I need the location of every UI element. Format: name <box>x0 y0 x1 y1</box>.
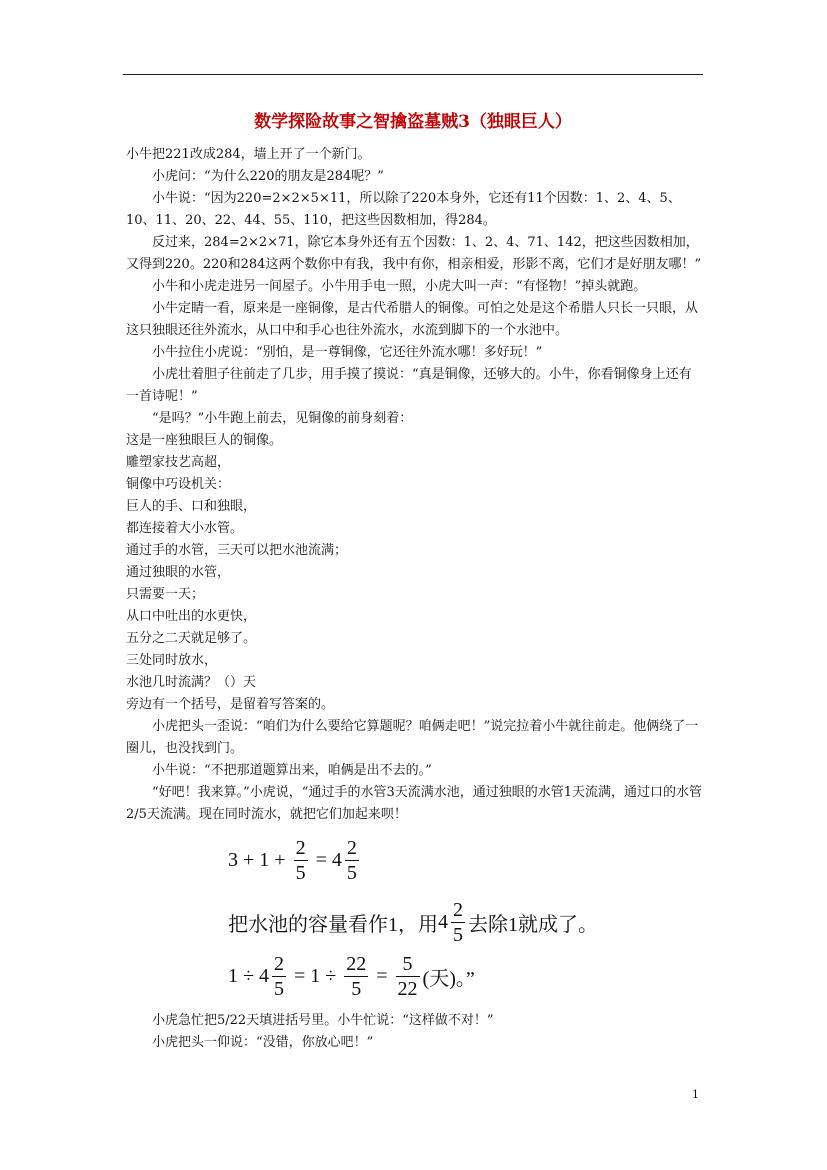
header-rule <box>123 74 703 75</box>
poem-line: 这是一座独眼巨人的铜像。 <box>126 433 283 448</box>
math-unit: (天) <box>422 968 456 990</box>
paragraph: “好吧！我来算。”小虎说，“通过手的水管3天流满水池，通过独眼的水管1天流满，通过口的水管2/5天流满。现在同时流水，就把它们加起来呗！ <box>126 785 702 822</box>
math-term: 3 <box>228 849 238 871</box>
paragraph: 小虎把头一歪说：“咱们为什么要给它算题呢？咱俩走吧！”说完拉着小牛就往前走。他俩绕了一圈儿，也没找到门。 <box>126 719 699 756</box>
paragraph: 小牛定睛一看，原来是一座铜像，是古代希腊人的铜像。可怕之处是这个希腊人只长一只眼，从这只独眼还往外流水，从口中和手心也往外流水，水流到脚下的一个水池中。 <box>126 301 699 338</box>
math-operator: ÷ <box>243 965 254 987</box>
math-operator: = <box>293 965 306 987</box>
equation-division <box>228 954 475 999</box>
math-sentence-end: 。” <box>455 968 475 990</box>
equation-sentence <box>228 900 598 945</box>
math-term: 1 <box>259 849 270 871</box>
paragraph: 小牛说：“因为220=2×2×5×11，所以除了220本身外，它还有11个因数：1、2、4、5、10、11、20、22、44、55、110，把这些因数相加，得284。 <box>126 191 681 228</box>
math-operator: = <box>376 965 388 987</box>
fraction-numerator: 2 <box>346 837 357 859</box>
paragraph: 小牛拉住小虎说：“别怕，是一尊铜像，它还往外流水哪！多好玩！” <box>152 345 543 360</box>
paragraph: 小虎问：“为什么220的朋友是284呢？” <box>152 169 384 184</box>
math-term: 4 <box>438 911 448 933</box>
math-operator: + <box>243 849 255 871</box>
fraction <box>396 954 420 999</box>
math-operator: ÷ <box>325 965 337 987</box>
paragraph: “是吗？”小牛跑上前去，见铜像的前身刻着： <box>152 411 413 426</box>
story-body <box>126 144 704 826</box>
poem-line: 从口中吐出的水更快， <box>126 609 257 624</box>
math-operator: + <box>274 849 286 871</box>
fraction-numerator: 22 <box>346 953 367 975</box>
poem-line: 旁边有一个括号，是留着写答案的。 <box>126 697 335 712</box>
paragraph: 反过来，284=2×2×71，除它本身外还有五个因数：1、2、4、71、142，把这些因数相加，又得到220。220和284这两个数你中有我，我中有你，相亲相爱，形影不离，它们才是好朋友哪！” <box>126 235 702 272</box>
document-title: 数学探险故事之智擒盗墓贼3（独眼巨人） <box>254 112 572 132</box>
poem-line: 五分之二天就足够了。 <box>126 631 257 646</box>
inscription-poem <box>126 430 704 716</box>
poem-line: 三处同时放水， <box>126 653 218 668</box>
fraction <box>344 954 368 999</box>
story-body-end <box>126 1010 704 1054</box>
paragraph: 小虎把头一仰说：“没错，你放心吧！” <box>152 1035 374 1050</box>
fraction <box>345 838 359 883</box>
poem-line: 都连接着大小水管。 <box>126 521 244 536</box>
fraction <box>294 838 308 883</box>
poem-line: 只需要一天； <box>126 587 205 602</box>
fraction-numerator: 2 <box>273 953 284 975</box>
fraction-numerator: 2 <box>453 899 463 921</box>
poem-line: 通过独眼的水管， <box>126 565 231 580</box>
poem-line: 雕塑家技艺高超， <box>126 455 231 470</box>
poem-line: 通过手的水管，三天可以把水池流满； <box>126 543 348 558</box>
fraction <box>451 900 465 945</box>
fraction-numerator: 5 <box>402 953 413 975</box>
paragraph: 小虎壮着胆子往前走了几步，用手摸了摸说：“真是铜像，还够大的。小牛，你看铜像身上还有一首诗呢！” <box>126 367 692 404</box>
page-number: 1 <box>692 1088 699 1101</box>
math-sentence: 去除1就成了。 <box>468 914 598 936</box>
paragraph: 小牛说：“不把那道题算出来，咱俩是出不去的。” <box>152 763 432 778</box>
fraction <box>272 954 286 999</box>
math-term: 1 <box>228 965 238 987</box>
fraction-numerator: 2 <box>295 837 306 859</box>
fraction-denominator: 22 <box>397 978 418 1000</box>
fraction-denominator: 5 <box>453 924 463 946</box>
math-sentence: 把水池的容量看作1，用 <box>228 914 438 936</box>
poem-line: 铜像中巧设机关： <box>126 477 231 492</box>
paragraph: 小牛和小虎走进另一间屋子。小牛用手电一照，小虎大叫一声：“有怪物！”掉头就跑。 <box>152 279 647 294</box>
math-term: 4 <box>258 965 269 987</box>
poem-line: 水池几时流满？（）天 <box>126 675 257 690</box>
equation-sum <box>228 838 362 883</box>
poem-line: 巨人的手、口和独眼， <box>126 499 257 514</box>
fraction-denominator: 5 <box>351 978 362 1000</box>
paragraph: 小牛把221改成284，墙上开了一个新门。 <box>126 147 371 162</box>
math-term: 1 <box>310 965 321 987</box>
paragraph: 小虎急忙把5/22天填进括号里。小牛忙说：“这样做不对！” <box>152 1013 494 1028</box>
fraction-denominator: 5 <box>273 978 284 1000</box>
fraction-denominator: 5 <box>295 862 306 884</box>
fraction-denominator: 5 <box>346 862 357 884</box>
math-term: 4 <box>331 849 342 871</box>
math-operator: = <box>315 849 327 871</box>
